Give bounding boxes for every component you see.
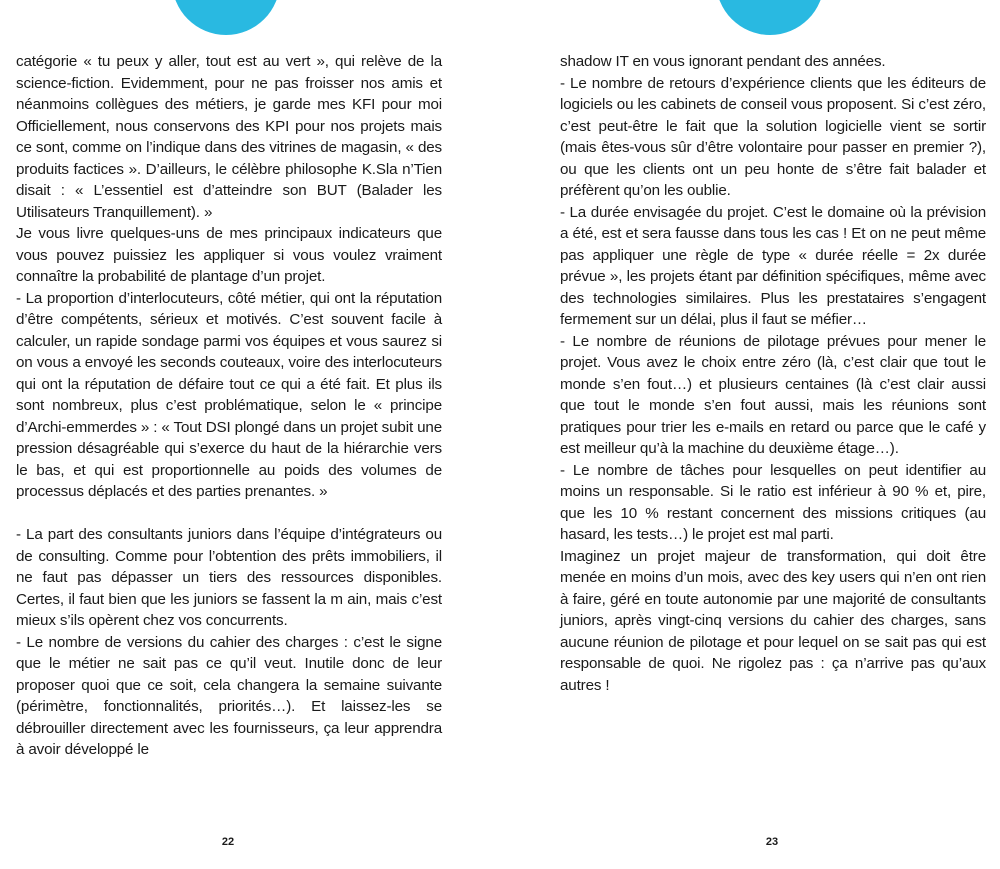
paragraph: Je vous livre quelques-uns de mes principaux indicateurs que vous pouvez puissiez les appliquer si vous voulez vraiment connaître la probabilité de plantage d’un projet. — [16, 225, 442, 285]
paragraph: - Le nombre de versions du cahier des charges : c’est le signe que le métier ne sait pas ce qu’il veut. Inutile donc de leur proposer quoi que ce soit, cela changera la semaine suivante (périmètre, fonctionnalités, priorités…). Et laissez-les se débrouiller directement avec les fournisseurs, ça leur apprendra à avoir développé le — [16, 633, 442, 758]
page-number: 23 — [765, 836, 779, 848]
page-right — [544, 0, 1000, 869]
decorative-circle — [172, 0, 280, 35]
paragraph: - Le nombre de tâches pour lesquelles on peut identifier au moins un responsable. Si le ratio est inférieur à 90 % et, pire, que les 10 % restant concernent des missions critiques (au hasard, les tests…) le projet est mal parti. — [560, 461, 986, 543]
paragraph: - La durée envisagée du projet. C’est le domaine où la prévision a été, est et sera fausse dans tous les cas ! Et on ne peut même pas appliquer une règle de type « durée réelle = 2x durée prévue », les projets étant par définition spécifiques, même avec des technologies similaires. Plus les prestataires s’engagent fermement sur un délai, plus il faut se méfier… — [560, 203, 986, 328]
page-body — [16, 51, 442, 761]
paragraph: catégorie « tu peux y aller, tout est au vert », qui relève de la science-fiction. Evidemment, pour ne pas froisser nos amis et néanmoins collègues des métiers, je garde mes KFI pour moi Officiellement, nous conservons des KPI pour nos projets mais ce sont, comme on l’indique dans des vitrines de magasin, « des produits factices ». D’ailleurs, le célèbre philosophe K.Sla n’Tien disait : « L’essentiel est d’atteindre son BUT (Balader les Utilisateurs Tranquillement). » — [16, 53, 442, 221]
paragraph: - La part des consultants juniors dans l’équipe d’intégrateurs ou de consulting. Comme pour l’obtention des prêts immobiliers, il ne faut pas dépasser un tiers des ressources disponibles. Certes, il faut bien que les juniors se fassent la m ain, mais c’est mieux s’ils opèrent chez vos concurrents. — [16, 526, 442, 629]
page-body — [560, 51, 986, 696]
paragraph: - La proportion d’interlocuteurs, côté métier, qui ont la réputation d’être compétents, sérieux et motivés. C’est souvent facile à calculer, un rapide sondage parmi vos équipes et vous saurez si on vous a envoyé les seconds couteaux, voire des interlocuteurs qui ont la réputation de défaire tout ce qui a été fait. Et plus ils sont nombreux, plus c’est problématique, selon le « principe d’Archi-emmerdes » : « Tout DSI plongé dans un projet subit une pression désagréable qui s’exerce du haut de la hiérarchie vers le bas, et qui est proportionnelle au poids des volumes de processus déplacés et des parties prenantes. » — [16, 289, 442, 500]
page-number: 22 — [221, 836, 235, 848]
paragraph: shadow IT en vous ignorant pendant des années. — [560, 53, 886, 70]
paragraph: - Le nombre de retours d’expérience clients que les éditeurs de logiciels ou les cabinets de conseil vous proposent. Si c’est zéro, c’est peut-être le fait que la solution logicielle vient se sortir (mais êtes-vous sûr d’être volontaire pour passer en premier ?), ou que les clients ont un peu honte de s’être fait balader et préfèrent qu’on les oublie. — [560, 74, 986, 199]
paragraph: Imaginez un projet majeur de transformation, qui doit être menée en moins d’un mois, avec des key users qui n’en ont rien à faire, géré en toute autonomie par une majorité de consultants juniors, après vingt-cinq versions du cahier des charges, sans aucune réunion de pilotage et pour lequel on se sait pas qui est responsable de quoi. Ne rigolez pas : ça n’arrive pas qu’aux autres ! — [560, 547, 986, 694]
decorative-circle — [716, 0, 824, 35]
paragraph: - Le nombre de réunions de pilotage prévues pour mener le projet. Vous avez le choix entre zéro (là, c’est clair que tout le monde s’en fout…) et plusieurs centaines (là c’est clair aussi que tout le monde s’en fout aussi, mais les réunions sont pratiques pour trier les e-mails en retard ou parce que le café y est meilleur qu’à la machine du deuxième étage…). — [560, 332, 986, 457]
